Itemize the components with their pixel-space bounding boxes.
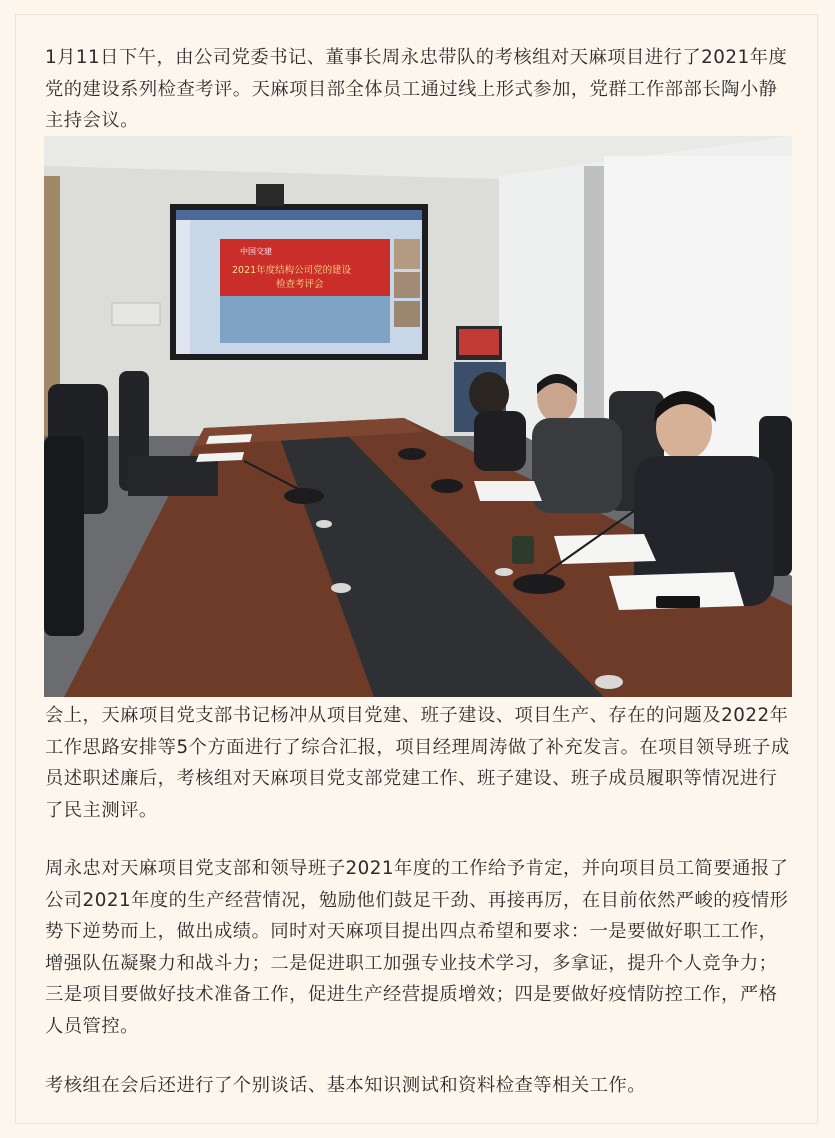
screen-logo: 中国交建: [240, 247, 272, 256]
screen-title-line1: 2021年度结构公司党的建设: [232, 265, 352, 276]
paragraph-intro: 1月11日下午，由公司党委书记、董事长周永忠带队的考核组对天麻项目进行了2021年度党的建设系列检查考评。天麻项目部全体员工通过线上形式参加，党群工作部部长陶小静主持会议。: [45, 47, 788, 131]
meeting-photo: [44, 136, 792, 697]
paragraph-report: 会上，天麻项目党支部书记杨冲从项目党建、班子建设、项目生产、存在的问题及2022年工作思路安排等5个方面进行了综合汇报，项目经理周涛做了补充发言。在项目领导班子成员述职述廉后，考核组对天麻项目党支部党建工作、班子建设、班子成员履职等情况进行了民主测评。: [45, 705, 790, 821]
screen-title-line2: 检查考评会: [276, 279, 324, 290]
paragraph-followup: 考核组在会后还进行了个别谈话、基本知识测试和资料检查等相关工作。: [45, 1075, 646, 1096]
paragraph-remarks: 周永忠对天麻项目党支部和领导班子2021年度的工作给予肯定，并向项目员工简要通报了公司2021年度的生产经营情况，勉励他们鼓足干劲、再接再厉，在目前依然严峻的疫情形势下逆势而上，做出成绩。同时对天麻项目提出四点希望和要求：一是要做好职工工作，增强队伍凝聚力和战斗力；二是促进职工加强专业技术学习，多拿证，提升个人竞争力；三是项目要做好技术准备工作，促进生产经营提质增效；四是要做好疫情防控工作，严格人员管控。: [45, 858, 789, 1037]
